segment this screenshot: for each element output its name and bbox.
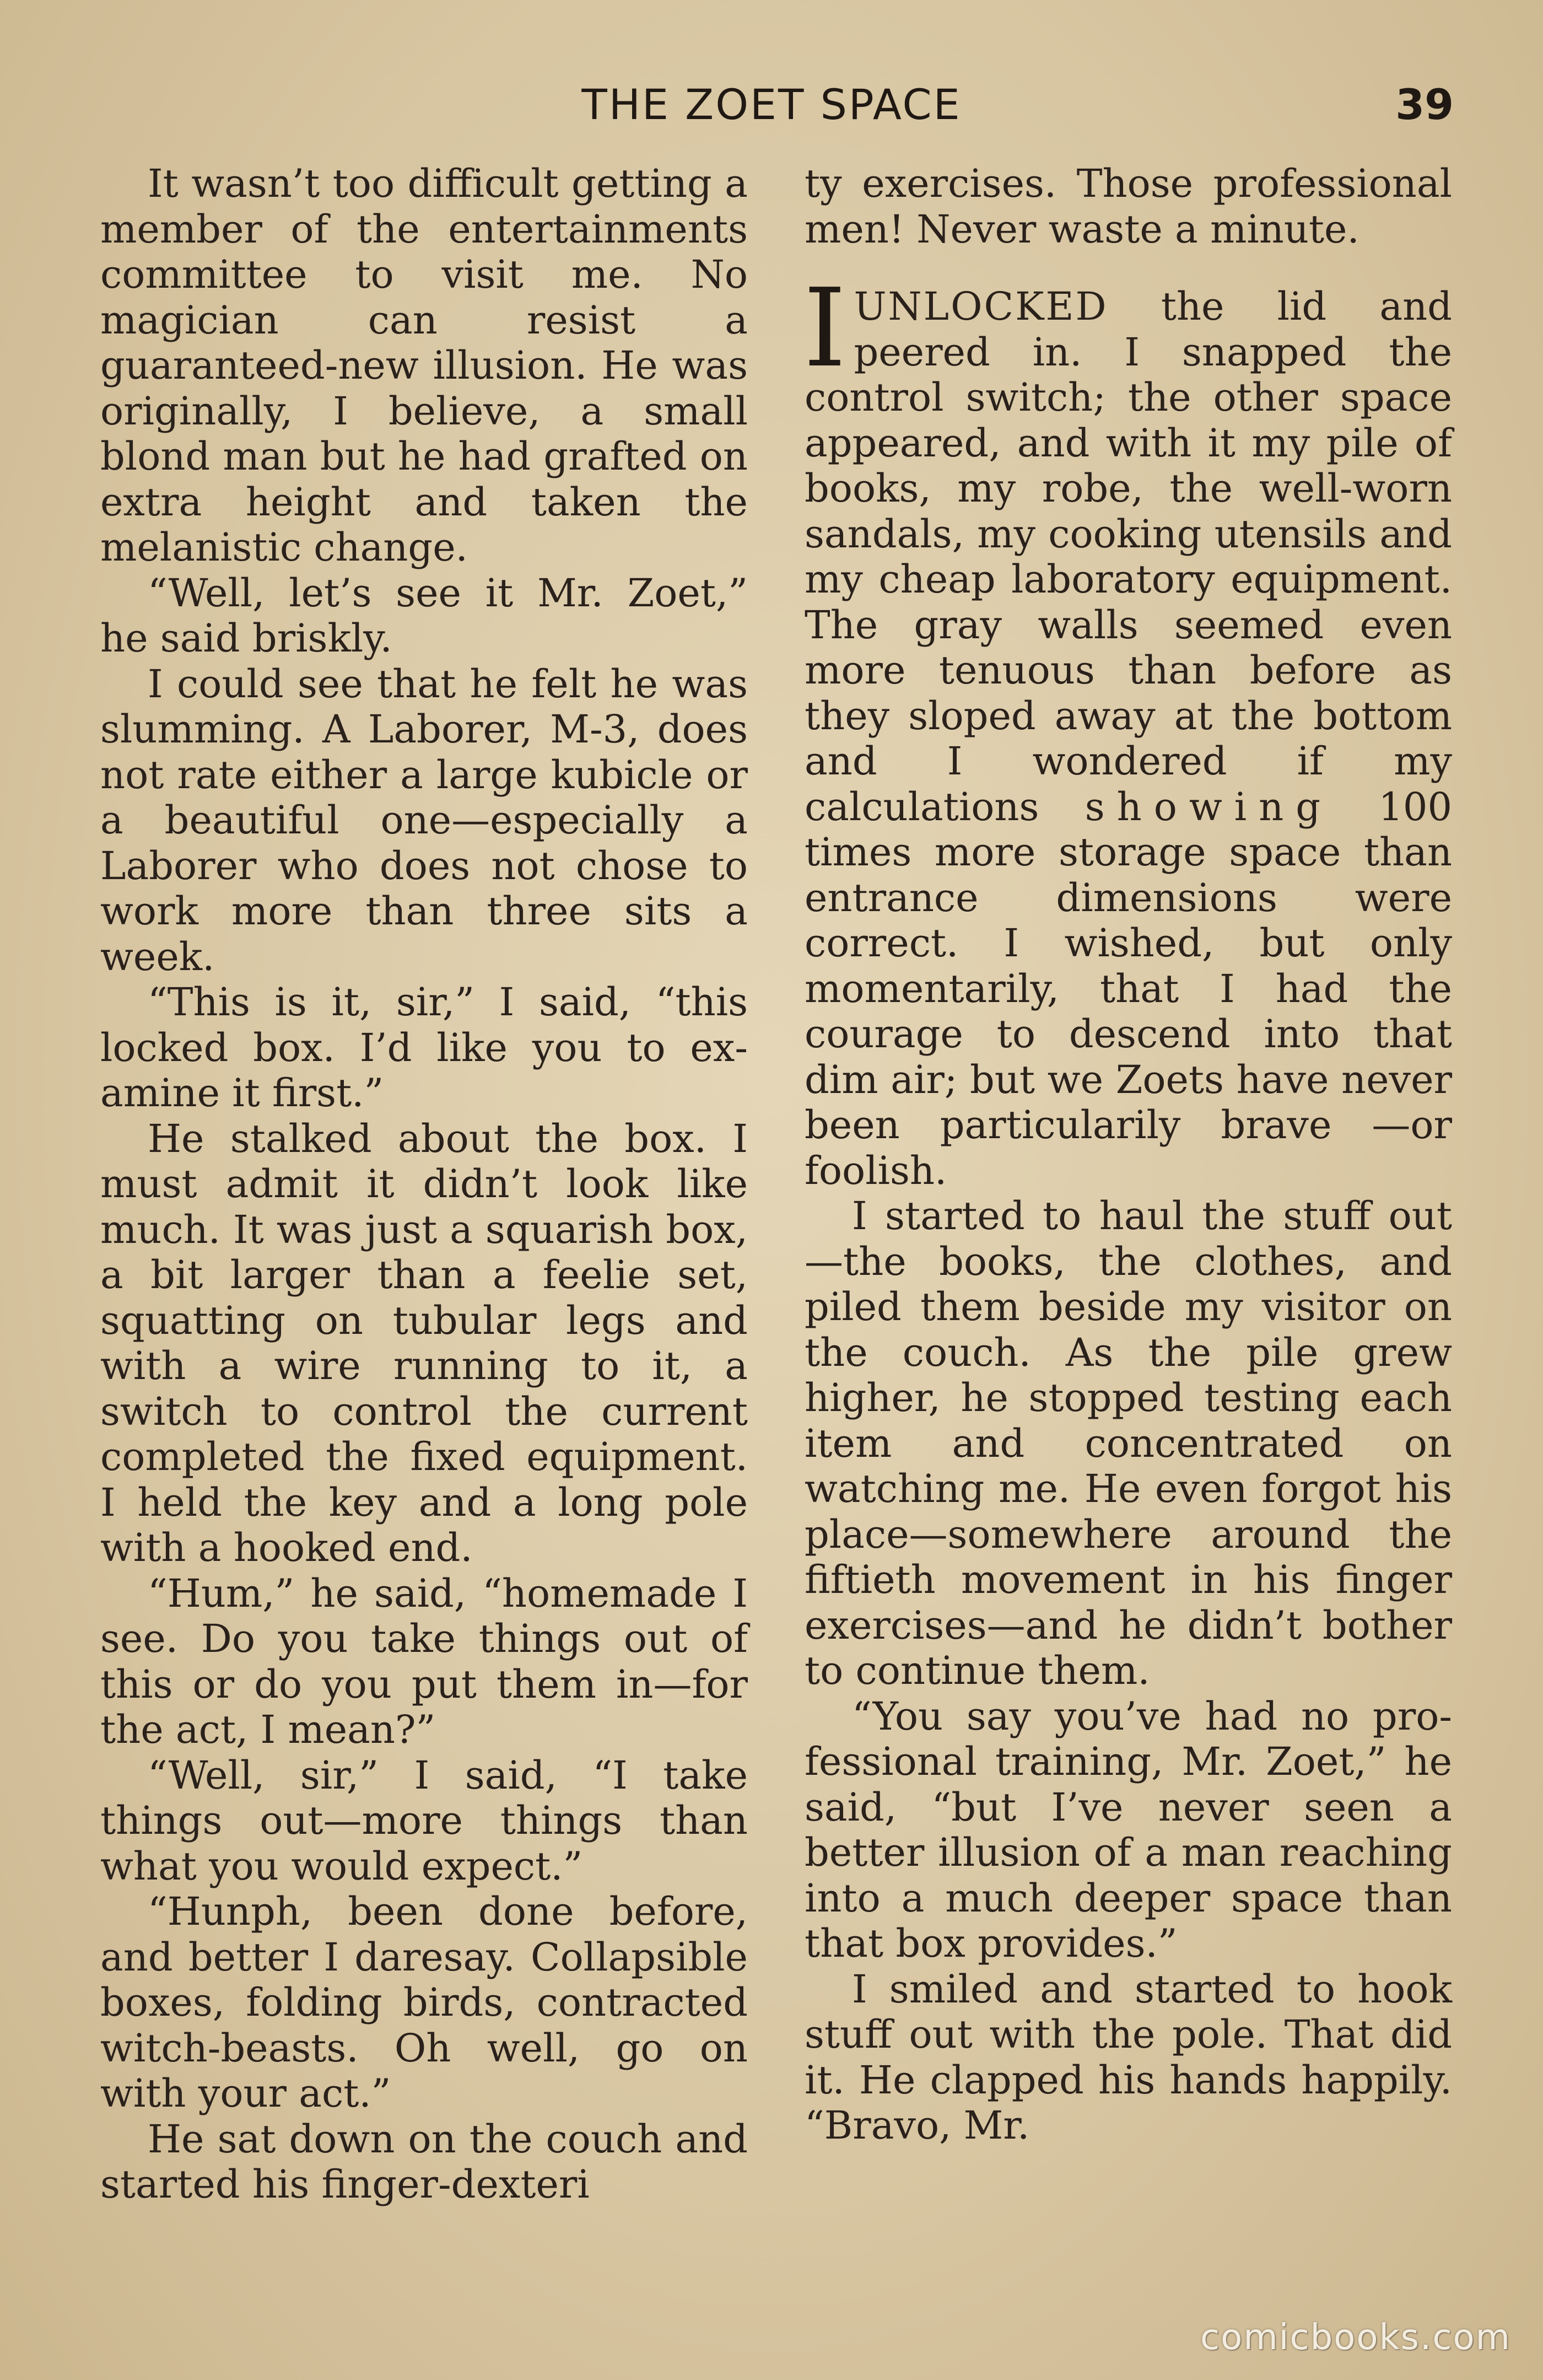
running-title: THE ZOET SPACE [581, 80, 962, 129]
opening-words: UNLOCKED [854, 284, 1108, 329]
continued-paragraph: ty exercises. Those professional men! Never waste a minute. [805, 161, 1452, 252]
paragraph: “Well, sir,” I said, “I take things out—more things than what you would expect.” [100, 1752, 748, 1889]
paragraph: He sat down on the couch and started his finger-dexteri [100, 2116, 748, 2207]
paragraph: “Hum,” he said, “homemade I see. Do you take things out of this or do you put them in—for the act, I mean?” [100, 1570, 748, 1752]
paragraph: I could see that he felt he was slumming. A Laborer, M-3, does not rate either a large kubicle or a beautiful one—especially a Laborer who does not chose to work more than three sits a week. [100, 661, 748, 979]
paragraph: “Well, let’s see it Mr. Zoet,” he said briskly. [100, 570, 748, 661]
paragraph: He stalked about the box. I must admit it didn’t look like much. It was just a squarish box, a bit larger than a feelie set, squatting on tubular legs and with a wire running to it, a switch to control the current completed the fixed equipment. I held the key and a long pole with a hooked end. [100, 1116, 748, 1570]
page-header [0, 80, 1543, 141]
opening-text-continued: 100 times more storage space than entrance dimensions were correct. I wished, but only momentarily, that I had the courage to descend into that dim air; but we Zoets have never been particularily brave —or foolish. [805, 784, 1452, 1193]
paragraph: “You say you’ve had no professional training, Mr. Zoet,” he said, “but I’ve never seen a better illusion of a man reaching into a much deeper space than that box provides.” [805, 1693, 1452, 1966]
paragraph: “Hunph, been done before, and better I daresay. Collapsible boxes, folding birds, contracted witch-beasts. Oh well, go on with your act.” [100, 1889, 748, 2116]
right-column [805, 161, 1452, 2149]
page-number: 39 [1395, 80, 1454, 129]
paragraph: It wasn’t too difficult getting a member of the entertainments committee to visit me. No magician can resist a guaranteed-new illusion. He was originally, I believe, a small blond man but he had grafted on extra height and taken the melanistic change. [100, 161, 748, 570]
spaced-word: showing [1085, 784, 1333, 830]
site-watermark: comicbooks.com [1200, 2317, 1511, 2358]
left-column [100, 161, 748, 2207]
opening-text: the lid and peered in. I snapped the control switch; the other space appeared, and with it my pile of books, my robe, the well-worn sandals, my cooking utensils and my cheap laboratory equipment. The gray walls seemed even more tenuous than before as they sloped away at the bottom and I wondered if my calculations [805, 284, 1452, 830]
section-opening-paragraph [803, 266, 1452, 1193]
drop-cap: I [803, 266, 846, 391]
paragraph: I started to haul the stuff out—the books, the clothes, and piled them beside my visitor on the couch. As the pile grew higher, he stopped testing each item and concentrated on watching me. He even forgot his place—somewhere around the fiftieth movement in his finger exercises—and he didn’t bother to continue them. [805, 1193, 1452, 1693]
paragraph: I smiled and started to hook stuff out with the pole. That did it. He clapped his hands happily. “Bravo, Mr. [805, 1966, 1452, 2148]
paragraph: “This is it, sir,” I said, “this locked box. I’d like you to examine it first.” [100, 979, 748, 1116]
